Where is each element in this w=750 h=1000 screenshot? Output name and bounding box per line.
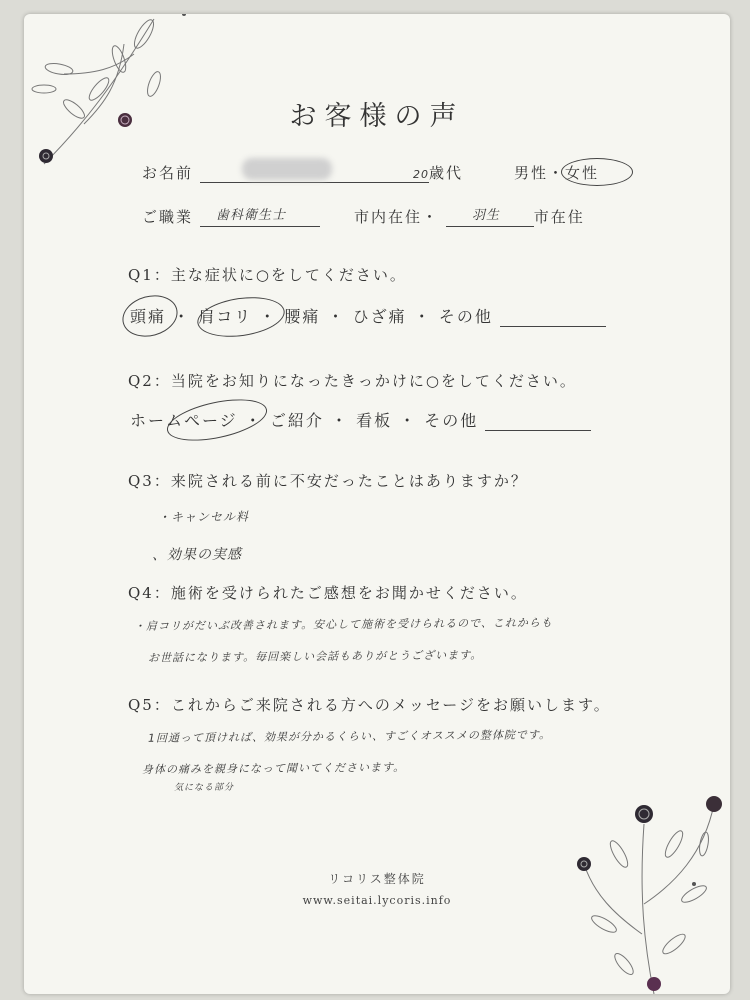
q4-answer-1: ・肩コリがだいぶ改善されます。安心して施術を受けられるので、これからも bbox=[133, 616, 553, 633]
q1-option-other: その他 bbox=[438, 307, 493, 326]
q1-option-back: 腰痛 bbox=[284, 307, 321, 326]
q4-question: Q4：施術を受けられたご感想をお聞かせください。 bbox=[128, 584, 528, 602]
q2-other-field bbox=[485, 412, 591, 431]
survey-sheet bbox=[24, 14, 730, 994]
botanical-illustration-bottom bbox=[544, 784, 730, 994]
q5-question: Q5：これからご来院される方へのメッセージをお願いします。 bbox=[128, 696, 611, 714]
gender-circle-mark bbox=[561, 158, 633, 186]
q1-question: Q1：主な症状に○をしてください。 bbox=[128, 266, 407, 284]
q4-answer-2: お世話になります。毎回楽しい会話もありがとうございます。 bbox=[147, 648, 483, 665]
q5-answer-2: 身体の痛みを親身になって聞いてくださいます。 bbox=[141, 760, 406, 777]
job-handwritten: 歯科衛生士 bbox=[215, 207, 287, 224]
q1-circle-shoulder bbox=[195, 292, 287, 342]
q1-option-knee: ひざ痛 bbox=[352, 307, 407, 326]
age-label: 歳代 bbox=[429, 164, 464, 182]
q2-options: ホームページ ・ ご紹介 ・ 看板 ・ その他 bbox=[130, 408, 591, 431]
q2-question: Q2：当院をお知りになったきっかけに○をしてください。 bbox=[128, 372, 577, 390]
city-suffix: 市在住 bbox=[533, 208, 585, 226]
q1-option-shoulder: 肩コリ bbox=[198, 307, 253, 326]
clinic-name: リコリス整体院 bbox=[328, 872, 426, 886]
city-handwritten: 羽生 bbox=[471, 207, 501, 224]
q3-answer-2: 、効果の実感 bbox=[151, 546, 243, 564]
q2-circle-homepage bbox=[163, 392, 270, 448]
q1-option-headache: 頭痛 bbox=[130, 307, 167, 326]
q1-options: 頭痛 ・ 肩コリ ・ 腰痛 ・ ひざ痛 ・ その他 bbox=[130, 304, 606, 327]
gender-male: 男性・ bbox=[514, 164, 566, 182]
age-field bbox=[399, 164, 429, 183]
age-handwritten: 20 bbox=[413, 168, 429, 181]
clinic-url[interactable]: www.seitai.lycoris.info bbox=[302, 894, 452, 907]
q2-option-referral: ご紹介 bbox=[269, 411, 324, 430]
q2-option-signboard: 看板 bbox=[356, 411, 393, 430]
q1-circle-headache bbox=[118, 289, 182, 342]
q5-answer-3: 気になる部分 bbox=[173, 782, 235, 794]
q2-option-homepage: ホームページ bbox=[130, 411, 238, 430]
name-label: お名前 bbox=[142, 164, 194, 182]
age-row bbox=[399, 162, 463, 183]
q5-answer-1: 1回通って頂ければ、効果が分かるくらい、すごくオススメの整体院です。 bbox=[147, 728, 552, 745]
city-row bbox=[354, 206, 585, 227]
q3-question: Q3：来院される前に不安だったことはありますか？ bbox=[128, 472, 528, 490]
job-label: ご職業 bbox=[142, 208, 194, 226]
q1-other-field bbox=[500, 308, 606, 327]
city-label: 市内在住・ bbox=[354, 208, 440, 226]
page-title: お客様の声 bbox=[289, 101, 465, 132]
redacted-name bbox=[242, 158, 332, 180]
q3-answer-1: ・キャンセル料 bbox=[157, 509, 250, 525]
q2-option-other: その他 bbox=[424, 411, 479, 430]
gender-female: 女性 bbox=[565, 164, 600, 182]
